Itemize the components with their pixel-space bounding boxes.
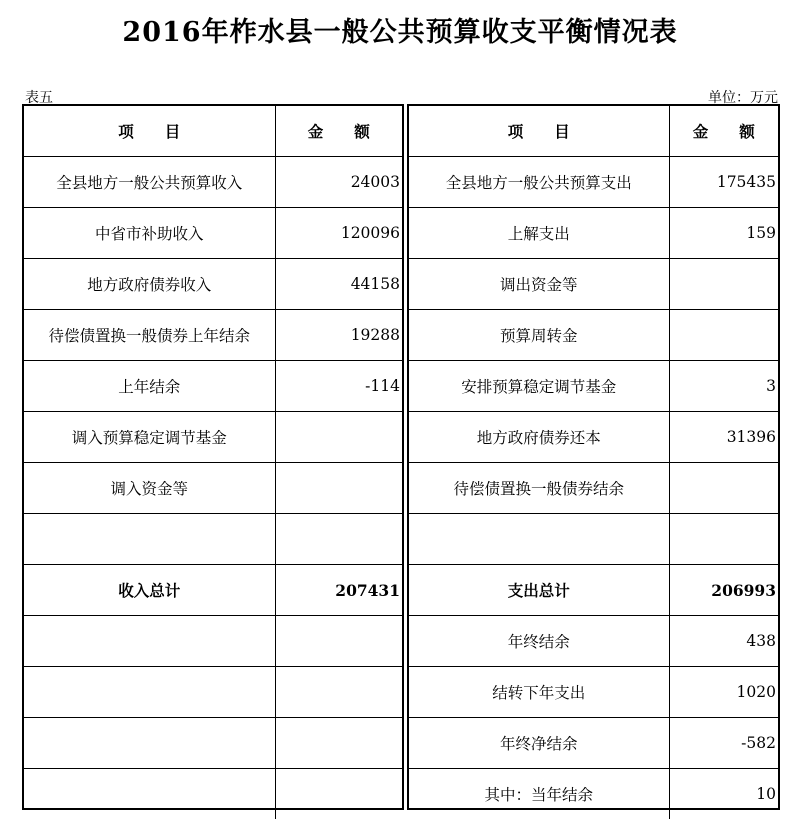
expense-item-name: 地方政府债券还本 [409, 412, 669, 463]
income-header-row [24, 106, 402, 157]
expense-row [409, 667, 778, 718]
expense-row [409, 208, 778, 259]
expense-row [409, 565, 778, 616]
income-item-amount [275, 769, 402, 820]
income-item-name: 调入资金等 [24, 463, 275, 514]
expense-item-name [409, 514, 669, 565]
expense-item-name: 支出总计 [409, 565, 669, 616]
expense-row [409, 769, 778, 820]
income-row [24, 208, 402, 259]
income-item-amount [275, 463, 402, 514]
income-item-amount [275, 412, 402, 463]
expense-item-name: 待偿债置换一般债券结余 [409, 463, 669, 514]
income-item-amount: 120096 [275, 208, 402, 259]
income-item-amount: 19288 [275, 310, 402, 361]
expense-row [409, 718, 778, 769]
expense-item-amount: 206993 [669, 565, 778, 616]
income-row [24, 310, 402, 361]
expense-item-name: 其中：当年结余 [409, 769, 669, 820]
income-item-amount: 24003 [275, 157, 402, 208]
income-section [22, 104, 404, 810]
expense-row [409, 361, 778, 412]
expense-row [409, 616, 778, 667]
table-label: 表五 [25, 90, 53, 106]
income-item-name [24, 616, 275, 667]
income-item-name: 中省市补助收入 [24, 208, 275, 259]
income-item-amount [275, 667, 402, 718]
income-row [24, 514, 402, 565]
income-item-name [24, 769, 275, 820]
expense-row [409, 310, 778, 361]
income-row [24, 412, 402, 463]
expense-row [409, 412, 778, 463]
income-item-name: 上年结余 [24, 361, 275, 412]
income-item-header: 项 目 [24, 106, 275, 157]
unit-label: 单位：万元 [708, 90, 778, 106]
expense-item-amount [669, 514, 778, 565]
expense-item-amount: -582 [669, 718, 778, 769]
income-item-amount [275, 718, 402, 769]
expense-item-name: 年终净结余 [409, 718, 669, 769]
expense-item-name: 预算周转金 [409, 310, 669, 361]
income-row [24, 616, 402, 667]
expense-row [409, 259, 778, 310]
income-row [24, 259, 402, 310]
expense-item-amount: 1020 [669, 667, 778, 718]
income-item-amount: 207431 [275, 565, 402, 616]
income-item-amount [275, 514, 402, 565]
income-item-name: 调入预算稳定调节基金 [24, 412, 275, 463]
expense-item-amount: 31396 [669, 412, 778, 463]
income-row [24, 157, 402, 208]
expense-table [409, 106, 778, 819]
expense-amount-header: 金 额 [669, 106, 778, 157]
expense-item-amount [669, 463, 778, 514]
expense-item-amount: 10 [669, 769, 778, 820]
income-item-name [24, 514, 275, 565]
expense-item-header: 项 目 [409, 106, 669, 157]
expense-section [407, 104, 780, 810]
expense-item-name: 结转下年支出 [409, 667, 669, 718]
income-amount-header: 金 额 [275, 106, 402, 157]
expense-item-amount: 159 [669, 208, 778, 259]
expense-item-amount: 175435 [669, 157, 778, 208]
income-table [24, 106, 402, 819]
expense-item-name: 上解支出 [409, 208, 669, 259]
income-item-name: 地方政府债券收入 [24, 259, 275, 310]
income-row [24, 463, 402, 514]
income-item-name: 收入总计 [24, 565, 275, 616]
income-item-name [24, 718, 275, 769]
expense-row [409, 157, 778, 208]
income-item-amount: -114 [275, 361, 402, 412]
income-row [24, 565, 402, 616]
income-row [24, 667, 402, 718]
expense-item-amount: 3 [669, 361, 778, 412]
expense-item-amount [669, 310, 778, 361]
income-item-name: 全县地方一般公共预算收入 [24, 157, 275, 208]
expense-item-amount [669, 259, 778, 310]
income-row [24, 718, 402, 769]
expense-row [409, 514, 778, 565]
income-row [24, 769, 402, 820]
income-item-amount: 44158 [275, 259, 402, 310]
income-item-amount [275, 616, 402, 667]
expense-item-name: 调出资金等 [409, 259, 669, 310]
balance-sheet [22, 104, 780, 810]
expense-row [409, 463, 778, 514]
income-item-name: 待偿债置换一般债券上年结余 [24, 310, 275, 361]
income-row [24, 361, 402, 412]
expense-item-name: 安排预算稳定调节基金 [409, 361, 669, 412]
expense-item-name: 年终结余 [409, 616, 669, 667]
expense-header-row [409, 106, 778, 157]
expense-item-amount: 438 [669, 616, 778, 667]
income-item-name [24, 667, 275, 718]
page-title: 2016年柞水县一般公共预算收支平衡情况表 [122, 17, 678, 48]
expense-item-name: 全县地方一般公共预算支出 [409, 157, 669, 208]
